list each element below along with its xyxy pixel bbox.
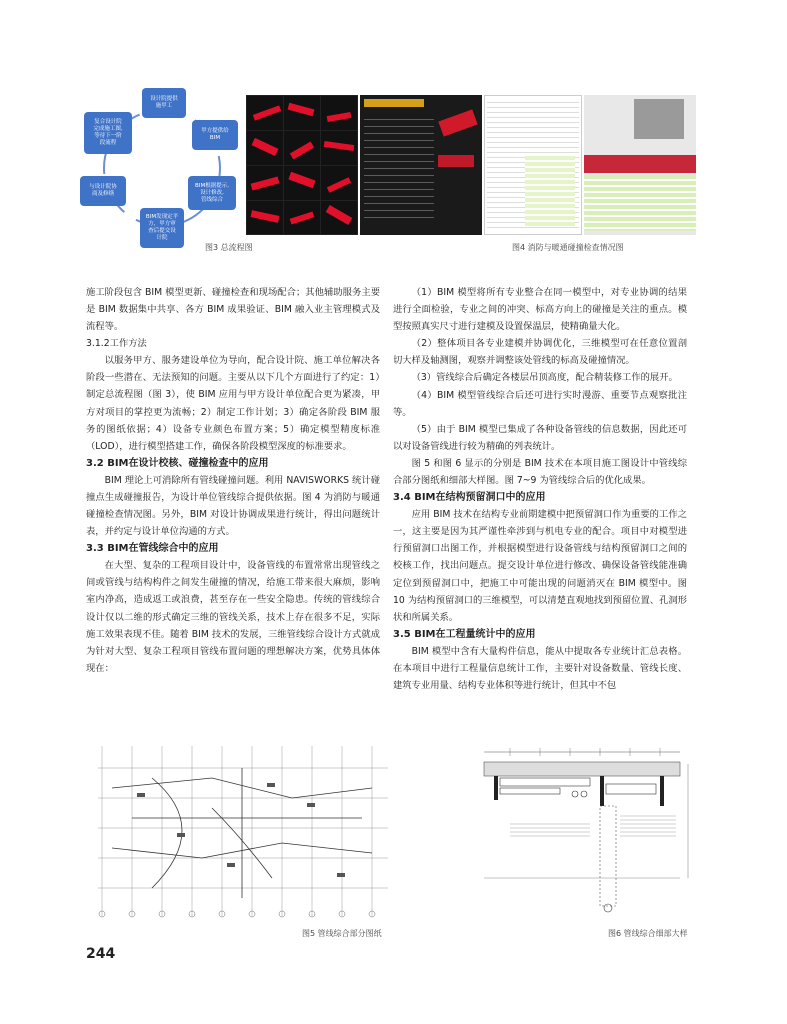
paragraph: （2）整体项目各专业建模并协调优化，三维模型可在任意位置剖切大样及轴测图，观察并调整该处管线的标高及碰撞情况。	[393, 338, 687, 367]
figure-5-caption: 图5 管线综合部分图纸	[302, 929, 382, 938]
section-heading-3-2: 3.2 BIM在设计校核、碰撞检查中的应用	[86, 457, 269, 469]
section-heading-3-1-2: 3.1.2工作方法	[86, 338, 147, 350]
clash-3d-view	[584, 95, 696, 235]
flow-node-3: BIM根据提示, 设计修改, 管线综合	[188, 176, 236, 210]
figure-3-caption: 图3 总流程图	[205, 243, 253, 252]
paragraph: BIM 理论上可消除所有管线碰撞问题。利用 NAVISWORKS 统计碰撞点生成碰撞报告，为设计单位管线综合提供依据。图 4 为消防与暖通碰撞检查情况图。另外，BIM 对设计协调成果进行统计，得出问题统计表，并约定与设计单位沟通的方式。	[86, 474, 380, 538]
section-heading-3-3: 3.3 BIM在管线综合中的应用	[86, 543, 219, 555]
paragraph: 施工阶段包含 BIM 模型更新、碰撞检查和现场配合；其他辅助服务主要是 BIM 数据集中共享、各方 BIM 成果验证、BIM 融入业主管理模式及流程等。	[86, 287, 380, 333]
flow-node-1: 设计院提供 施甲工	[142, 88, 186, 118]
right-column	[393, 284, 687, 694]
clash-report-panel	[360, 95, 482, 235]
figure-3-flowchart	[80, 88, 240, 248]
paragraph: BIM 模型中含有大量构件信息，能从中提取各专业统计汇总表格。在本项目中进行工程量信息统计工作，主要针对设备数量、管线长度、建筑专业用量、结构专业体积等进行统计，但其中不包	[393, 645, 687, 691]
paragraph: 在大型、复杂的工程项目设计中，设备管线的布置常常出现管线之间或管线与结构构件之间发生碰撞的情况，给施工带来很大麻烦，影响室内净高，造成返工或浪费，甚至存在一些安全隐患。传统的管线综合设计仅以二维的形式确定三维的管线关系，技术上存在很多不足，实际施工效果表现不佳。随着 BIM 技术的发展，三维管线综合设计方式就成为针对大型、复杂工程项目管线布置问题的理想解决方案，优势具体体现在：	[86, 560, 380, 674]
figure-5-plan-drawing	[92, 738, 394, 924]
figure-4-clash-images	[246, 95, 696, 235]
paragraph: （5）由于 BIM 模型已集成了各种设备管线的信息数据，因此还可以对设备管线进行较为精确的列表统计。	[393, 423, 687, 452]
section-heading-3-5: 3.5 BIM在工程量统计中的应用	[393, 628, 536, 640]
paragraph: （3）管线综合后确定各楼层吊顶高度，配合精装修工作的展开。	[411, 372, 678, 384]
paragraph: （4）BIM 模型管线综合后还可进行实时漫游、重要节点观察批注等。	[393, 389, 687, 418]
clash-thumbnail-grid	[246, 95, 358, 235]
section-detail-svg	[480, 744, 700, 916]
paragraph: （1）BIM 模型将所有专业整合在同一模型中，对专业协调的结果进行全面检验，专业之间的冲突、标高方向上的碰撞是关注的重点。模型按照真实尺寸进行建模及设置保温层，使精确量大化。	[393, 287, 687, 333]
page-number: 244	[86, 946, 116, 962]
figure-6-caption: 图6 管线综合细部大样	[608, 929, 688, 938]
flow-node-2: 甲方提供给 BIM	[192, 120, 238, 150]
paragraph: 以服务甲方、服务建设单位为导向，配合设计院、施工单位解决各阶段一些潜在、无法预知的问题。主要从以下几个方面进行了约定：1）制定总流程图（图 3），使 BIM 应用与甲方设计单位配合更为紧凑，甲方对项目的掌控更为流畅；2）制定工作计划；3）确定各阶段 BIM 服务的图纸依据；4）设备专业颜色布置方案；5）确定模型精度标准（LOD），进行模型搭建工作，确保各阶段模型深度的标准要求。	[86, 355, 380, 452]
left-column	[86, 284, 380, 677]
flow-node-5: 与设计院协 商及修缮	[80, 176, 126, 206]
paragraph: 图 5 和图 6 显示的分别是 BIM 技术在本项目施工图设计中管线综合部分图纸和细部大样图。图 7~9 为管线综合后的优化成果。	[393, 457, 687, 487]
flow-node-6: 复合设计院 完成施工图, 等待下一阶 段流程	[84, 112, 132, 154]
paragraph: 应用 BIM 技术在结构专业前期建模中把预留洞口作为重要的工作之一，这主要是因为其严谨性牵涉到与机电专业的配合。项目中对模型进行预留洞口出图工作，并根据模型进行设备管线与结构预留洞口之间的校核工作，找出问题点。提交设计单位进行修改、确保设备管线能准确定位到预留洞口中，把施工中可能出现的问题消灭在 BIM 模型中。图 10 为结构预留洞口的三维模型，可以清楚直观地找到预留位置、孔洞形状和所属关系。	[393, 509, 687, 623]
figure-4-caption: 图4 消防与暖通碰撞检查情况图	[512, 243, 624, 252]
flow-node-4: BIM发现定平 方，甲方审 查后提交设 计院	[140, 208, 184, 248]
plan-drawing-svg	[92, 738, 394, 924]
figure-6-section-detail	[480, 744, 700, 916]
clash-table-panel	[484, 95, 582, 235]
section-heading-3-4: 3.4 BIM在结构预留洞口中的应用	[393, 492, 546, 504]
